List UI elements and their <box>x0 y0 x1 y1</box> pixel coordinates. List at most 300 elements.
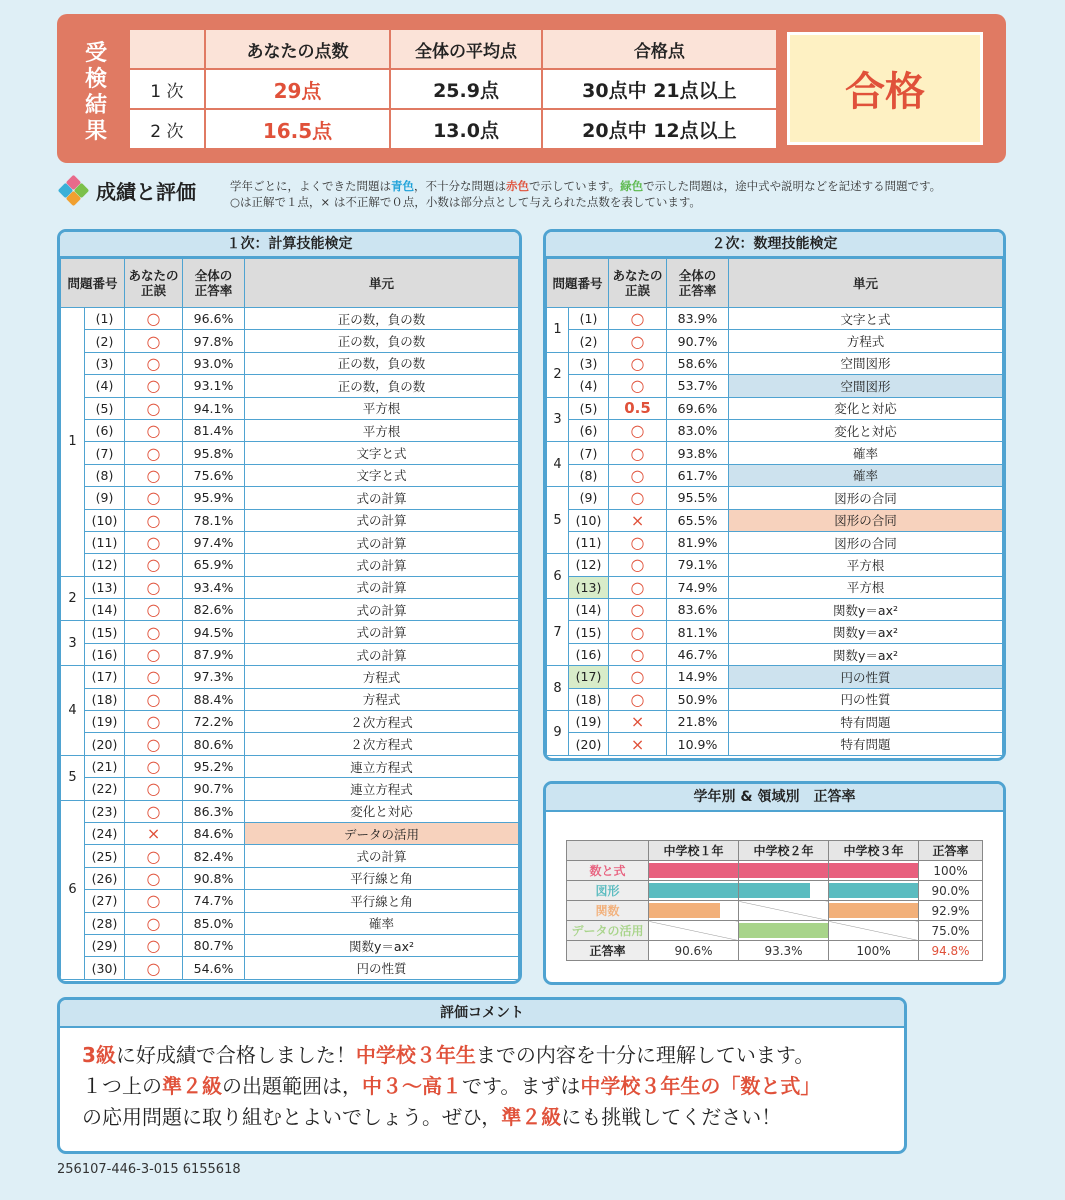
rate-cell: 58.6% <box>667 352 729 374</box>
mark-cell: ○ <box>125 509 183 531</box>
chart-row <box>567 881 983 901</box>
table-row <box>547 352 1003 374</box>
question-number: (16) <box>569 643 609 665</box>
table-row <box>547 419 1003 441</box>
chart-col-header: 中学校１年 <box>649 841 739 861</box>
rate-cell: 90.8% <box>183 867 245 889</box>
question-number: (17) <box>569 666 609 688</box>
table-row <box>61 778 519 800</box>
test1-table <box>60 258 519 980</box>
table-row <box>61 733 519 755</box>
group-number: 4 <box>61 666 85 756</box>
table-row <box>61 531 519 553</box>
table-row <box>61 509 519 531</box>
chart-col-header <box>567 841 649 861</box>
question-number: (10) <box>85 509 125 531</box>
footer-code: 256107-446-3-015 6155618 <box>57 1162 241 1177</box>
rate-bar-cell <box>649 861 739 881</box>
result-round: 1 次 <box>129 69 205 109</box>
question-number: (20) <box>85 733 125 755</box>
mark-cell: × <box>609 711 667 733</box>
rate-cell: 82.4% <box>183 845 245 867</box>
mark-cell: ○ <box>609 599 667 621</box>
question-number: (27) <box>85 890 125 912</box>
unit-cell: 文字と式 <box>245 442 519 464</box>
question-number: (4) <box>85 375 125 397</box>
mark-cell: ○ <box>125 397 183 419</box>
chart-row <box>567 921 983 941</box>
pass-verdict: 合格 <box>787 32 983 145</box>
rate-bar-cell <box>739 901 829 921</box>
unit-cell: ２次方程式 <box>245 733 519 755</box>
comment-span: の応用問題に取り組むとよいでしょう。ぜひ， <box>82 1105 502 1129</box>
table-row <box>547 599 1003 621</box>
unit-cell: 円の性質 <box>729 688 1003 710</box>
unit-cell: 平行線と角 <box>245 890 519 912</box>
question-number: (28) <box>85 912 125 934</box>
rate-cell: 10.9% <box>667 733 729 755</box>
rate-bar-cell <box>649 921 739 941</box>
question-number: (19) <box>569 711 609 733</box>
table-row <box>547 397 1003 419</box>
domain-label: 数と式 <box>567 861 649 881</box>
unit-cell: 正の数，負の数 <box>245 375 519 397</box>
table-row <box>547 554 1003 576</box>
table-row <box>61 822 519 844</box>
domain-total: 92.9% <box>919 901 983 921</box>
mark-cell: ○ <box>125 442 183 464</box>
rate-cell: 83.6% <box>667 599 729 621</box>
table-row <box>61 375 519 397</box>
result-header-score: あなたの点数 <box>205 29 390 69</box>
unit-cell: 方程式 <box>245 666 519 688</box>
question-number: (6) <box>85 419 125 441</box>
question-number: (8) <box>569 464 609 486</box>
mark-cell: ○ <box>125 554 183 576</box>
rate-cell: 83.9% <box>667 308 729 330</box>
chart-row <box>567 901 983 921</box>
unit-cell: 正の数，負の数 <box>245 330 519 352</box>
mark-cell: ○ <box>609 464 667 486</box>
mark-cell: ○ <box>125 867 183 889</box>
rate-cell: 94.5% <box>183 621 245 643</box>
domain-rate-panel <box>543 781 1006 985</box>
result-label-char: 結 <box>84 93 107 118</box>
comment-span: に好成績で合格しました！ <box>115 1043 356 1067</box>
rate-header: 全体の 正答率 <box>183 259 245 308</box>
group-number: 8 <box>547 666 569 711</box>
mark-cell: ○ <box>609 487 667 509</box>
question-number: (30) <box>85 957 125 979</box>
result-header-blank <box>129 29 205 69</box>
chart-col-header: 中学校３年 <box>829 841 919 861</box>
comment-highlight: 中学校３年生の「数と式」 <box>580 1074 821 1098</box>
unit-cell: 式の計算 <box>245 599 519 621</box>
rate-cell: 85.0% <box>183 912 245 934</box>
question-number: (22) <box>85 778 125 800</box>
unit-cell: 平方根 <box>729 576 1003 598</box>
table-row <box>61 464 519 486</box>
rate-header: 全体の 正答率 <box>667 259 729 308</box>
group-number: 7 <box>547 599 569 666</box>
mark-cell: ○ <box>609 688 667 710</box>
result-passing: 30点中 21点以上 <box>542 69 777 109</box>
chart-col-header: 中学校２年 <box>739 841 829 861</box>
comment-span: の出題範囲は， <box>222 1074 362 1098</box>
table-row <box>547 308 1003 330</box>
rate-cell: 53.7% <box>667 375 729 397</box>
table-row <box>61 442 519 464</box>
question-number: (21) <box>85 755 125 777</box>
rate-cell: 95.8% <box>183 442 245 464</box>
table-row <box>61 397 519 419</box>
chart-col-header: 正答率 <box>919 841 983 861</box>
rate-cell: 65.9% <box>183 554 245 576</box>
rate-cell: 74.7% <box>183 890 245 912</box>
grade-rate: 90.6% <box>649 941 739 961</box>
group-number: 2 <box>61 576 85 621</box>
rate-cell: 72.2% <box>183 711 245 733</box>
rate-bar <box>739 923 828 938</box>
rate-cell: 86.3% <box>183 800 245 822</box>
rate-bar <box>649 903 720 918</box>
section-title: 成績と評価 <box>96 180 196 204</box>
rate-cell: 46.7% <box>667 643 729 665</box>
table-row <box>61 845 519 867</box>
rate-cell: 84.6% <box>183 822 245 844</box>
rate-bar <box>829 903 918 918</box>
mark-cell: ○ <box>125 419 183 441</box>
comment-span: １つ上の <box>82 1074 162 1098</box>
comment-highlight: 中３～高１ <box>362 1074 462 1098</box>
question-number: (17) <box>85 666 125 688</box>
table-row <box>547 688 1003 710</box>
question-number: (18) <box>85 688 125 710</box>
table-row <box>61 755 519 777</box>
mark-cell: ○ <box>125 957 183 979</box>
unit-cell: 方程式 <box>729 330 1003 352</box>
table-row <box>547 666 1003 688</box>
chart-footer-row <box>567 941 983 961</box>
unit-cell: 確率 <box>729 442 1003 464</box>
table-row <box>61 890 519 912</box>
rate-cell: 82.6% <box>183 599 245 621</box>
unit-cell: 文字と式 <box>729 308 1003 330</box>
rate-cell: 14.9% <box>667 666 729 688</box>
question-number: (14) <box>569 599 609 621</box>
chart-title: 学年別 & 領域別 正答率 <box>546 784 1003 812</box>
table-row <box>61 487 519 509</box>
question-number: (25) <box>85 845 125 867</box>
rate-cell: 65.5% <box>667 509 729 531</box>
question-number: (15) <box>85 621 125 643</box>
test1-title: １次：計算技能検定 <box>60 232 519 258</box>
question-number: (16) <box>85 643 125 665</box>
group-number: 3 <box>61 621 85 666</box>
mark-cell: ○ <box>609 419 667 441</box>
table-row <box>61 419 519 441</box>
mark-cell: ○ <box>125 688 183 710</box>
unit-cell: 空間図形 <box>729 352 1003 374</box>
rate-cell: 61.7% <box>667 464 729 486</box>
question-number: (2) <box>85 330 125 352</box>
rate-cell: 88.4% <box>183 688 245 710</box>
rate-cell: 93.1% <box>183 375 245 397</box>
mark-cell: ○ <box>609 621 667 643</box>
table-row <box>61 554 519 576</box>
unit-cell: 関数y＝ax² <box>729 621 1003 643</box>
grade-rate: 93.3% <box>739 941 829 961</box>
rate-cell: 90.7% <box>667 330 729 352</box>
unit-cell: 式の計算 <box>245 845 519 867</box>
question-number: (11) <box>85 531 125 553</box>
unit-cell: 正の数，負の数 <box>245 308 519 330</box>
mark-cell: ○ <box>125 912 183 934</box>
unit-cell: 平方根 <box>729 554 1003 576</box>
table-row <box>547 531 1003 553</box>
rate-cell: 80.6% <box>183 733 245 755</box>
group-number: 9 <box>547 711 569 756</box>
rate-cell: 93.8% <box>667 442 729 464</box>
diamond-cluster-icon <box>60 177 88 205</box>
question-number: (3) <box>569 352 609 374</box>
rate-cell: 50.9% <box>667 688 729 710</box>
table-row <box>547 487 1003 509</box>
rate-bar <box>739 883 810 898</box>
mark-cell: ○ <box>609 330 667 352</box>
table-row <box>61 934 519 956</box>
table-row <box>61 621 519 643</box>
table-row <box>547 464 1003 486</box>
rate-cell: 90.7% <box>183 778 245 800</box>
mark-cell: ○ <box>125 308 183 330</box>
unit-cell: 式の計算 <box>245 576 519 598</box>
rate-cell: 93.4% <box>183 576 245 598</box>
mark-cell: ○ <box>609 531 667 553</box>
mark-cell: ○ <box>125 643 183 665</box>
table-row <box>547 733 1003 755</box>
table-row <box>61 800 519 822</box>
mark-header: あなたの 正誤 <box>125 259 183 308</box>
question-number: (15) <box>569 621 609 643</box>
comment-span: です。まずは <box>462 1074 581 1098</box>
mark-cell: ○ <box>125 845 183 867</box>
unit-cell: 式の計算 <box>245 621 519 643</box>
comment-span: までの内容を十分に理解しています。 <box>475 1043 815 1067</box>
unit-cell: 式の計算 <box>245 509 519 531</box>
mark-cell: ○ <box>125 890 183 912</box>
mark-cell: ○ <box>609 666 667 688</box>
domain-label: 図形 <box>567 881 649 901</box>
rate-bar-cell <box>829 901 919 921</box>
rate-cell: 95.2% <box>183 755 245 777</box>
group-number: 2 <box>547 352 569 397</box>
rate-cell: 79.1% <box>667 554 729 576</box>
question-number: (5) <box>85 397 125 419</box>
question-number: (13) <box>85 576 125 598</box>
domain-label: データの活用 <box>567 921 649 941</box>
table-row <box>61 643 519 665</box>
question-number: (23) <box>85 800 125 822</box>
group-number: 1 <box>547 308 569 353</box>
domain-total: 75.0% <box>919 921 983 941</box>
desc-legend: ○は正解で１点，× は不正解で０点，小数は部分点として与えられた点数を表しています。 <box>230 195 701 209</box>
table-row <box>61 957 519 979</box>
result-score: 16.5点 <box>205 109 390 149</box>
rate-bar <box>829 863 918 878</box>
test2-table <box>546 258 1003 756</box>
mark-cell: ○ <box>609 554 667 576</box>
question-number: (11) <box>569 531 609 553</box>
question-number: (10) <box>569 509 609 531</box>
rate-cell: 87.9% <box>183 643 245 665</box>
table-row <box>61 352 519 374</box>
question-number: (29) <box>85 934 125 956</box>
table-row <box>61 666 519 688</box>
unit-cell: 平方根 <box>245 397 519 419</box>
question-number: (19) <box>85 711 125 733</box>
mark-cell: ○ <box>125 733 183 755</box>
unit-cell: 連立方程式 <box>245 755 519 777</box>
unit-cell: 円の性質 <box>729 666 1003 688</box>
question-number: (8) <box>85 464 125 486</box>
desc-text: で示しています。 <box>529 179 621 193</box>
result-label-char: 果 <box>84 119 107 144</box>
result-label-char: 検 <box>84 67 107 92</box>
mark-cell: ○ <box>609 576 667 598</box>
mark-cell: ○ <box>609 442 667 464</box>
rate-cell: 81.4% <box>183 419 245 441</box>
result-label-char: 受 <box>84 41 107 66</box>
table-row <box>61 912 519 934</box>
question-number: (7) <box>569 442 609 464</box>
group-number: 4 <box>547 442 569 487</box>
question-number: (7) <box>85 442 125 464</box>
unit-cell: 文字と式 <box>245 464 519 486</box>
unit-cell: 関数y＝ax² <box>245 934 519 956</box>
comment-text <box>60 1028 904 1133</box>
rate-cell: 81.1% <box>667 621 729 643</box>
question-number: (2) <box>569 330 609 352</box>
unit-cell: 式の計算 <box>245 643 519 665</box>
table-row <box>61 599 519 621</box>
question-number: (18) <box>569 688 609 710</box>
rate-cell: 74.9% <box>667 576 729 598</box>
question-number: (12) <box>569 554 609 576</box>
question-number: (6) <box>569 419 609 441</box>
unit-cell: 連立方程式 <box>245 778 519 800</box>
test1-panel <box>57 229 522 984</box>
unit-cell: 確率 <box>245 912 519 934</box>
chart-row <box>567 861 983 881</box>
domain-label: 関数 <box>567 901 649 921</box>
question-number: (26) <box>85 867 125 889</box>
mark-cell: ○ <box>125 755 183 777</box>
result-header-average: 全体の平均点 <box>390 29 542 69</box>
rate-cell: 54.6% <box>183 957 245 979</box>
rate-cell: 80.7% <box>183 934 245 956</box>
section-heading <box>60 176 196 205</box>
comment-highlight: 3級 <box>82 1043 116 1067</box>
table-row <box>61 576 519 598</box>
mark-cell: × <box>609 509 667 531</box>
question-number: (5) <box>569 397 609 419</box>
mark-cell: ○ <box>125 621 183 643</box>
unit-cell: 変化と対応 <box>729 397 1003 419</box>
mark-cell: ○ <box>125 487 183 509</box>
rate-cell: 93.0% <box>183 352 245 374</box>
mark-cell: ○ <box>125 711 183 733</box>
table-row <box>61 330 519 352</box>
rate-bar-cell <box>649 901 739 921</box>
mark-cell: ○ <box>125 375 183 397</box>
comment-title: 評価コメント <box>60 1000 904 1028</box>
unit-cell: 図形の合同 <box>729 509 1003 531</box>
question-number: (3) <box>85 352 125 374</box>
question-number: (13) <box>569 576 609 598</box>
question-number: (12) <box>85 554 125 576</box>
qno-header: 問題番号 <box>61 259 125 308</box>
unit-cell: 方程式 <box>245 688 519 710</box>
unit-cell: 変化と対応 <box>729 419 1003 441</box>
desc-text: で示した問題は，途中式や説明などを記述する問題です。 <box>643 179 942 193</box>
table-row <box>61 308 519 330</box>
unit-cell: 円の性質 <box>245 957 519 979</box>
unit-cell: 平行線と角 <box>245 867 519 889</box>
rate-bar-cell <box>829 881 919 901</box>
result-average: 13.0点 <box>390 109 542 149</box>
rate-bar <box>739 863 828 878</box>
group-number: 5 <box>547 487 569 554</box>
question-number: (1) <box>569 308 609 330</box>
test2-title: ２次：数理技能検定 <box>546 232 1003 258</box>
table-row <box>61 867 519 889</box>
rate-cell: 69.6% <box>667 397 729 419</box>
rate-cell: 94.1% <box>183 397 245 419</box>
unit-cell: 式の計算 <box>245 554 519 576</box>
question-number: (9) <box>85 487 125 509</box>
rate-cell: 95.5% <box>667 487 729 509</box>
unit-cell: データの活用 <box>245 822 519 844</box>
desc-green: 緑色 <box>620 179 644 193</box>
comment-highlight: 準２級 <box>162 1074 222 1098</box>
table-row <box>61 711 519 733</box>
unit-cell: 式の計算 <box>245 487 519 509</box>
mark-cell: ○ <box>609 375 667 397</box>
result-round: 2 次 <box>129 109 205 149</box>
result-average: 25.9点 <box>390 69 542 109</box>
mark-cell: ○ <box>125 531 183 553</box>
mark-cell: × <box>609 733 667 755</box>
desc-blue: 青色 <box>391 179 414 193</box>
table-row <box>547 509 1003 531</box>
unit-cell: ２次方程式 <box>245 711 519 733</box>
table-row <box>61 688 519 710</box>
table-row <box>547 576 1003 598</box>
rate-cell: 97.8% <box>183 330 245 352</box>
unit-cell: 式の計算 <box>245 531 519 553</box>
result-header-passing: 合格点 <box>542 29 777 69</box>
rate-bar-cell <box>739 861 829 881</box>
test2-panel <box>543 229 1006 761</box>
qno-header: 問題番号 <box>547 259 609 308</box>
domain-total: 100% <box>919 861 983 881</box>
unit-cell: 空間図形 <box>729 375 1003 397</box>
rate-cell: 83.0% <box>667 419 729 441</box>
comment-span: にも挑戦してください！ <box>561 1105 782 1129</box>
rate-bar-cell <box>829 921 919 941</box>
rate-bar <box>829 883 918 898</box>
